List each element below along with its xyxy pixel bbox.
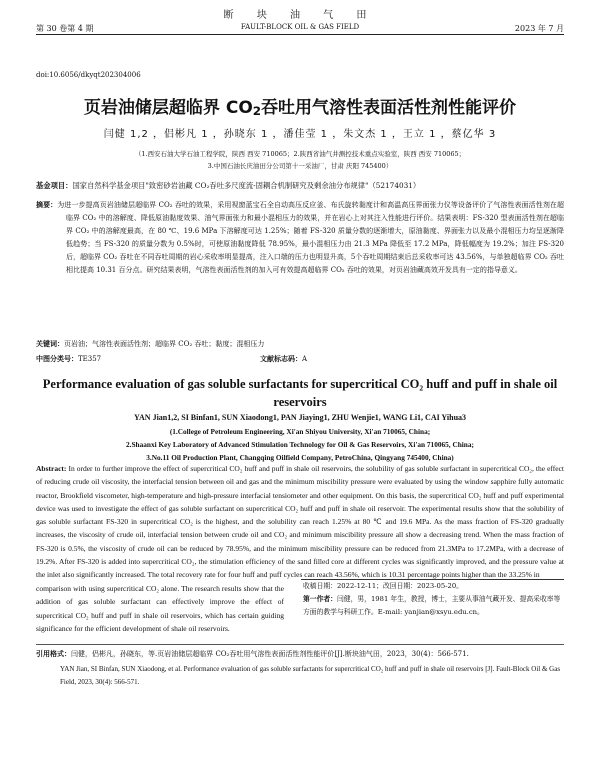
header-divider xyxy=(36,34,564,35)
abstract-cn: 摘要：为进一步提高页岩油储层超临界 CO₂ 吞吐的效果，采用视窗蓝宝石全自动高压反应釜、布氏旋转黏度计和高温高压界面张力仪等设备评价了气溶性表面活性剂在超临界 CO₂ 中的溶解度、降低原油黏度效果、油气界面张力和最小混相压力的效果，并在岩心上对其注入性能进行评价。结果表明：FS-320 型表面活性剂在超临界 CO₂ 中的溶解度最高，在 80 ℃、19.6 MPa 下溶解度可达 1.25%；随着 FS-320 质量分数的逐渐增大，原油黏度、界面张力以及最小混相压力均呈逐渐降低趋势；当 FS-320 的质量分数为 0.5%时，可使原油黏度降低 78.95%，最小混相压力由 21.3 MPa 降低至 17.2 MPa，降低幅度为 19.2%；加注 FS-320 后，超临界 CO₂ 吞吐在不同吞吐周期的岩心采收率明显提高，注入口端的压力也明显升高，5个吞吐周期结束后总采收率可达 43.56%，与单独超临界 CO₂ 吞吐相比提高 10.31 百分点。研究结果表明，气溶性表面活性剂的加入可有效提高超临界 CO₂ 吞吐的效果，对页岩油藏高效开发具有一定的指导意义。 xyxy=(36,200,564,275)
citation-cn: 引用格式：闫健，侣彬凡，孙晓东，等.页岩油储层超临界 CO₂吞吐用气溶性表面活性剂性能评价[J].断块油气田，2023，30(4)：566-571. xyxy=(36,649,469,658)
page-title-en: Performance evaluation of gas soluble surfactants for supercritical CO₂ huff and puff in shale oil reservoirs xyxy=(42,377,558,409)
citation-en: YAN Jian, SI Binfan, SUN Xiaodong, et al. Performance evaluation of gas soluble surfactants for supercritical CO₂ huff and puff in shale oil reservoirs [J]. Fault-Block Oil & Gas Field, 2023, 30(4): 566-571. xyxy=(60,665,561,686)
affiliation-en-1: (1.College of Petroleum Engineering, Xi'an Shiyou University, Xi'an 710065, China; xyxy=(169,427,431,436)
issue-date: 2023 年 7 月 xyxy=(514,24,564,33)
volume-issue: 第 30 卷第 4 期 xyxy=(36,24,94,33)
journal-name-cn: 断 块 油 气 田 xyxy=(223,10,377,21)
abstract-en-continued: comparison with using supercritical CO₂ alone. The research results show that the addition of gas soluble surfactant can effectively improve the effect of supercritical CO₂ huff and puff in shale oil reservoirs, which has certain guiding significance for the efficient development of shale oil reservoirs. xyxy=(36,584,284,633)
received-date: 收稿日期：2022-12-11；改回日期：2023-05-20。 xyxy=(303,582,463,590)
affiliation-cn-1: （1.西安石油大学石油工程学院，陕西 西安 710065；2.陕西省油气井测控技术重点实验室，陕西 西安 710065； xyxy=(134,150,466,158)
article-info-box xyxy=(301,579,564,640)
keywords-cn: 关键词：页岩油；气溶性表面活性剂；超临界 CO₂ 吞吐；黏度；混相压力 xyxy=(36,339,265,348)
first-author-info: 第一作者：闫健，男，1981 年生，教授，博士，主要从事油气藏开发、提高采收率等方面的教学与科研工作。E-mail: yanjian@xsyu.edu.cn。 xyxy=(303,595,561,616)
classification-number: 中图分类号：TE357 xyxy=(36,354,102,363)
page-title-cn: 页岩油储层超临界 $CO_2$吞吐用气溶性表面活性剂性能评价 xyxy=(83,98,517,118)
affiliation-en-2: 2.Shaanxi Key Laboratory of Advanced Stimulation Technology for Oil & Gas Reservoirs, Xi'an 710065, China; xyxy=(126,440,474,449)
affiliation-en-3: 3.No.11 Oil Production Plant, Changqing Oilfield Company, PetroChina, Qingyang 745400, China) xyxy=(146,453,454,462)
citation-divider xyxy=(36,644,564,645)
abstract-en: Abstract: In order to further improve the effect of supercritical CO₂ huff and puff in shale oil reservoirs, the solubility of gas soluble surfactant in supercritical CO₂, the effect of reducing crude oil viscosity, the interfacial tension between oil and gas and the minimum miscibility pressure were evaluated by using the window sapphire fully automatic reactor, Brookfield viscometer, high-temperature and high-pressure interfacial tensiometer and other equipment. On this basis, the supercritical CO₂ huff and puff experimental device was used to investigate the effect of gas soluble surfactant on supercritical CO₂ huff and puff in shale oil reservoir. The experimental results show that the solubility of gas soluble surfactant FS-320 in supercritical CO₂ is the highest, and the solubility can reach 1.25% at 80 ℃ and 19.6 MPa. As the mass fraction of FS-320 gradually increases, the viscosity of crude oil, interfacial tension between crude oil and CO₂ and minimum miscibility pressure all show a decreasing trend. When the mass fraction of FS-320 is 0.5%, the viscosity of crude oil can be reduced by 78.95%, and the minimum miscibility pressure can be reduced from 21.3MPa to 17.2MPa, with a decrease of 19.2%. After FS-320 is added into supercritical CO₂, the stimulation efficiency of the sand filled core at different cycles was significantly improved, and the pressure value at the inlet also significantly increased. The total recovery rate for four huff and puff cycles can reach 43.56%, which is 10.31 percentage points higher than the 33.25% in xyxy=(36,464,564,580)
journal-name-en: FAULT-BLOCK OIL & GAS FIELD xyxy=(240,23,360,31)
doi: doi:10.6056/dkyqt202304006 xyxy=(36,71,141,79)
authors-en: YAN Jian1,2, SI Binfan1, SUN Xiaodong1, PAN Jiaying1, ZHU Wenjie1, WANG Li1, CAI Yihua3 xyxy=(133,413,467,422)
fund-info: 基金项目：国家自然科学基金项目"致密砂岩油藏 CO₂吞吐多尺度流-固耦合机制研究及剩余油分布规律"（52174031） xyxy=(36,181,421,190)
document-code: 文献标志码：A xyxy=(260,354,308,363)
affiliation-cn-2: 3.中国石油长庆油田分公司第十一采油厂，甘肃 庆阳 745400） xyxy=(207,162,393,170)
authors-cn: 闫健 1,2 ，侣彬凡 1 ，孙晓东 1 ，潘佳莹 1 ，朱文杰 1 ，王立 1 ，蔡亿华 3 xyxy=(103,129,497,140)
